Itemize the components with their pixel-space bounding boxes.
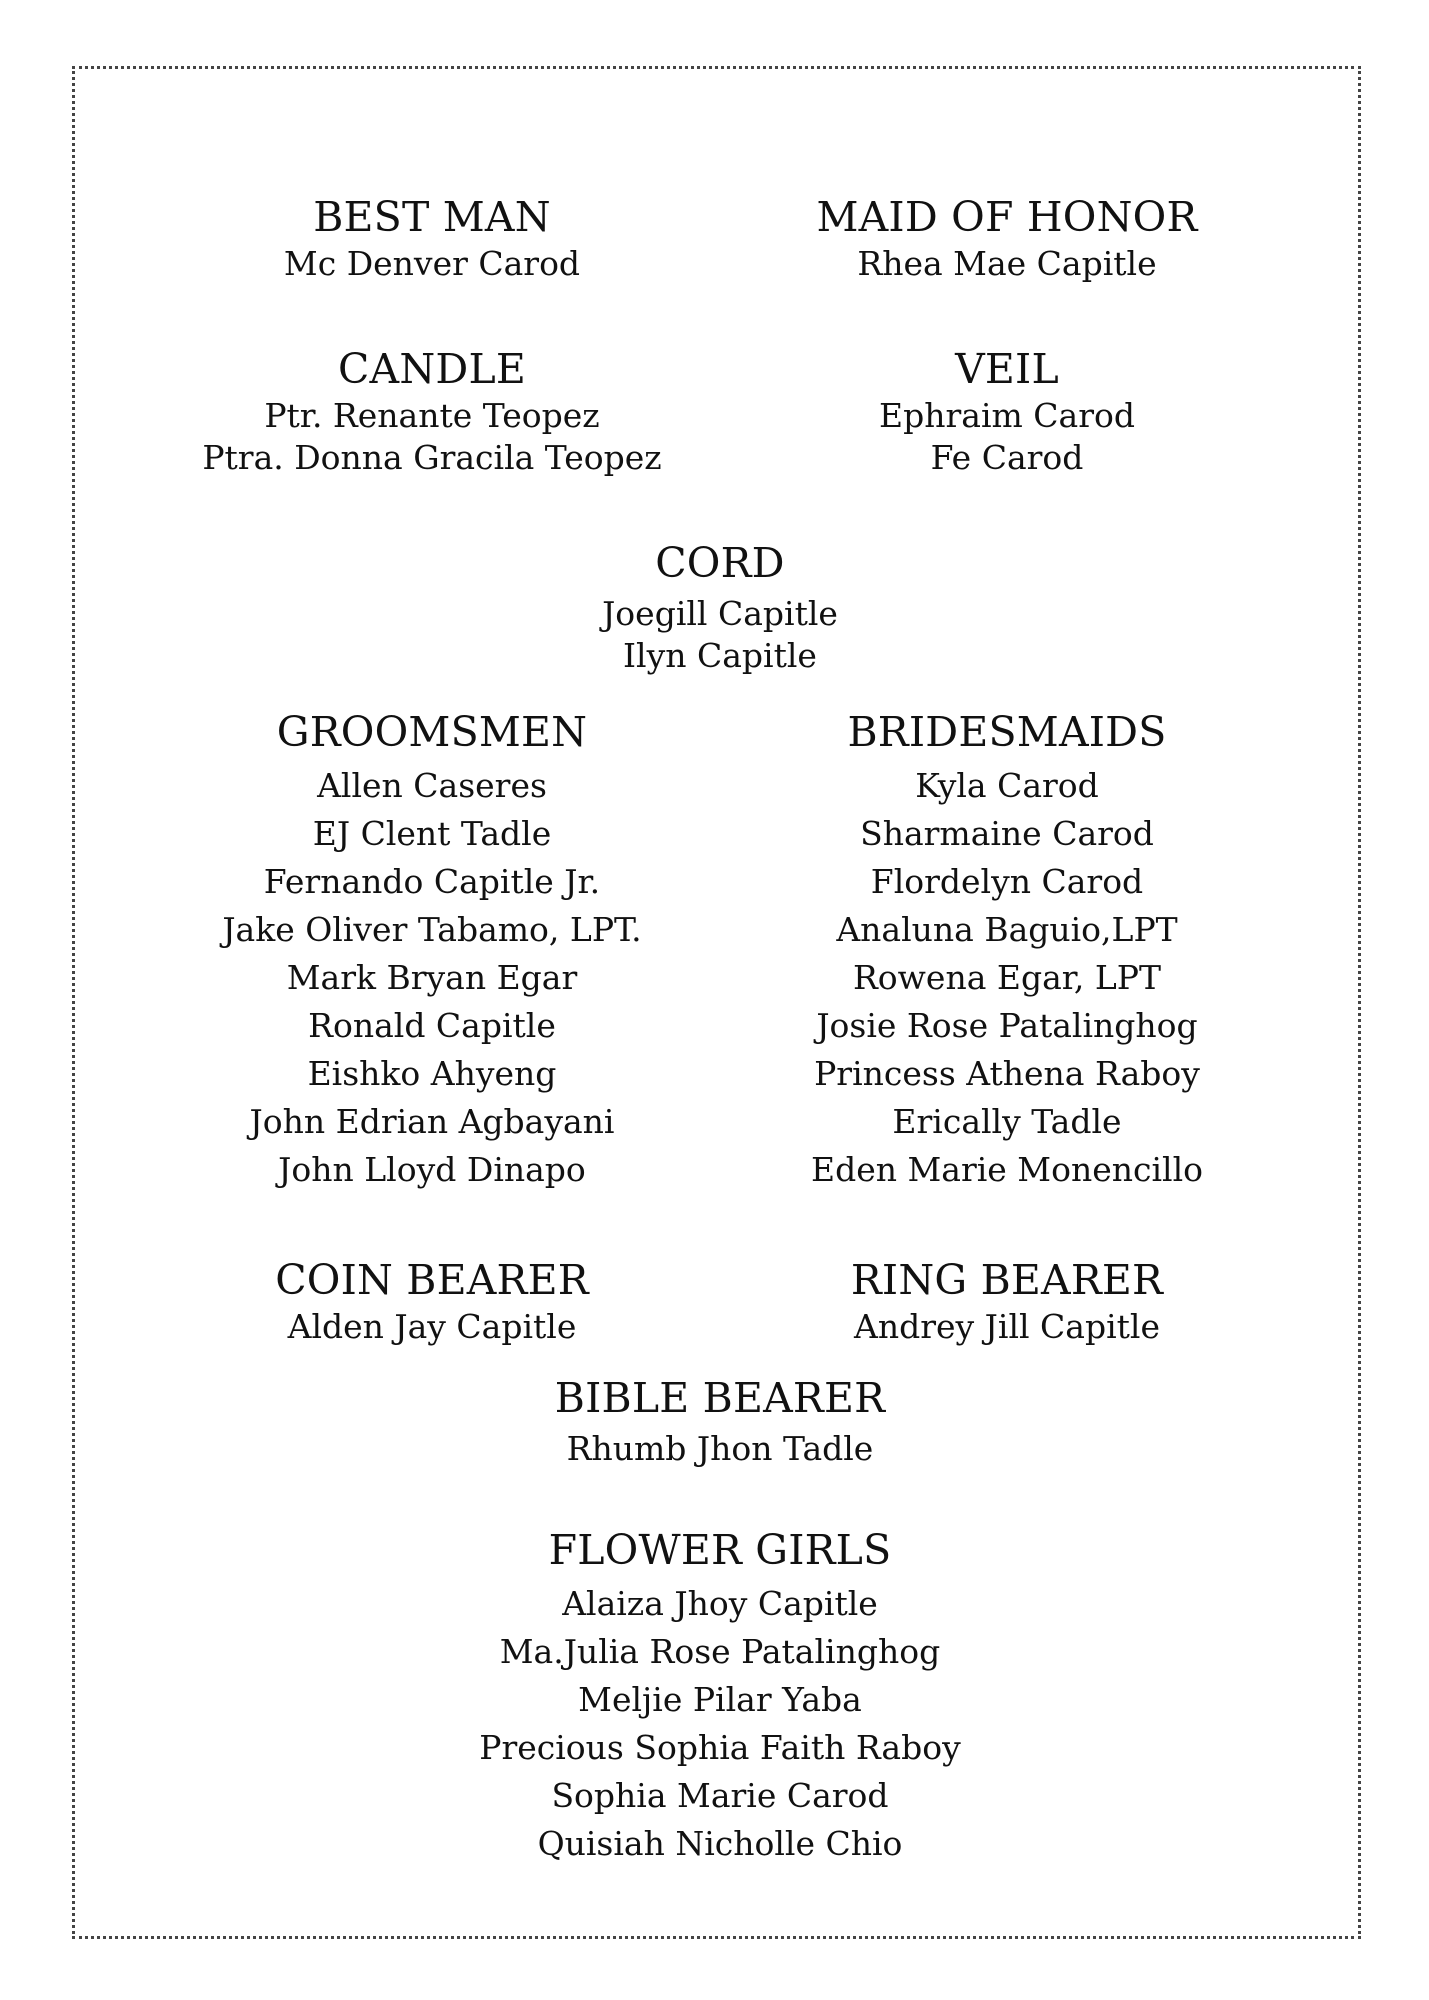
groomsman-name: John Edrian Agbayani xyxy=(249,1102,615,1141)
ring-bearer-section xyxy=(851,1254,1163,1348)
flower-girl-name: Meljie Pilar Yaba xyxy=(578,1680,862,1719)
coin-bearer-section xyxy=(275,1254,589,1348)
veil-name: Ephraim Carod xyxy=(879,396,1135,435)
bridesmaid-name: Rowena Egar, LPT xyxy=(852,958,1162,997)
flower-girl-name: Alaiza Jhoy Capitle xyxy=(562,1584,878,1623)
candle-section xyxy=(202,343,661,479)
maid-of-honor-title: MAID OF HONOR xyxy=(816,193,1198,241)
candle-name: Ptra. Donna Gracila Teopez xyxy=(202,438,662,477)
bible-bearer-title: BIBLE BEARER xyxy=(554,1374,886,1422)
veil-name: Fe Carod xyxy=(930,438,1084,477)
groomsman-name: Ronald Capitle xyxy=(308,1006,556,1045)
flower-girl-name: Ma.Julia Rose Patalinghog xyxy=(499,1632,941,1671)
flower-girl-name: Quisiah Nicholle Chio xyxy=(537,1824,903,1863)
maid-of-honor-name: Rhea Mae Capitle xyxy=(857,244,1157,283)
cord-section xyxy=(602,537,838,677)
cord-title: CORD xyxy=(655,539,785,587)
ring-bearer-name: Andrey Jill Capitle xyxy=(854,1307,1160,1346)
ring-bearer-title: RING BEARER xyxy=(850,1256,1164,1304)
flower-girls-section xyxy=(479,1524,960,1868)
bridesmaid-name: Kyla Carod xyxy=(915,766,1099,805)
bridesmaid-name: Eden Marie Monencillo xyxy=(810,1150,1204,1189)
bible-bearer-name: Rhumb Jhon Tadle xyxy=(566,1429,874,1468)
coin-bearer-name: Alden Jay Capitle xyxy=(287,1307,577,1346)
groomsman-name: John Lloyd Dinapo xyxy=(278,1150,586,1189)
bridesmaids-section xyxy=(811,706,1203,1194)
maid-of-honor-section xyxy=(816,191,1197,285)
bridesmaid-name: Flordelyn Carod xyxy=(870,862,1144,901)
veil-section xyxy=(879,343,1135,479)
groomsman-name: Fernando Capitle Jr. xyxy=(263,862,601,901)
cord-name: Joegill Capitle xyxy=(602,594,838,633)
flower-girls-title: FLOWER GIRLS xyxy=(548,1526,892,1574)
best-man-name: Mc Denver Carod xyxy=(283,244,581,283)
veil-title: VEIL xyxy=(955,345,1059,393)
bridesmaid-name: Princess Athena Raboy xyxy=(814,1054,1200,1093)
flower-girl-name: Sophia Marie Carod xyxy=(551,1776,889,1815)
groomsman-name: Mark Bryan Egar xyxy=(286,958,578,997)
groomsman-name: EJ Clent Tadle xyxy=(312,814,552,853)
candle-title: CANDLE xyxy=(337,345,527,393)
coin-bearer-title: COIN BEARER xyxy=(275,1256,589,1304)
cord-name: Ilyn Capitle xyxy=(623,636,817,675)
groomsmen-section xyxy=(222,706,641,1194)
best-man-section xyxy=(284,191,580,285)
groomsman-name: Jake Oliver Tabamo, LPT. xyxy=(222,910,642,949)
flower-girl-name: Precious Sophia Faith Raboy xyxy=(479,1728,961,1767)
groomsmen-title: GROOMSMEN xyxy=(276,708,588,756)
bridesmaid-name: Analuna Baguio,LPT xyxy=(836,910,1178,949)
bible-bearer-section xyxy=(555,1372,885,1470)
bridesmaid-name: Sharmaine Carod xyxy=(860,814,1154,853)
bridesmaid-name: Erically Tadle xyxy=(892,1102,1122,1141)
best-man-title: BEST MAN xyxy=(313,193,551,241)
bridesmaids-title: BRIDESMAIDS xyxy=(847,708,1167,756)
groomsman-name: Eishko Ahyeng xyxy=(307,1054,557,1093)
groomsman-name: Allen Caseres xyxy=(317,766,547,805)
bridesmaid-name: Josie Rose Patalinghog xyxy=(816,1006,1198,1045)
candle-name: Ptr. Renante Teopez xyxy=(264,396,600,435)
